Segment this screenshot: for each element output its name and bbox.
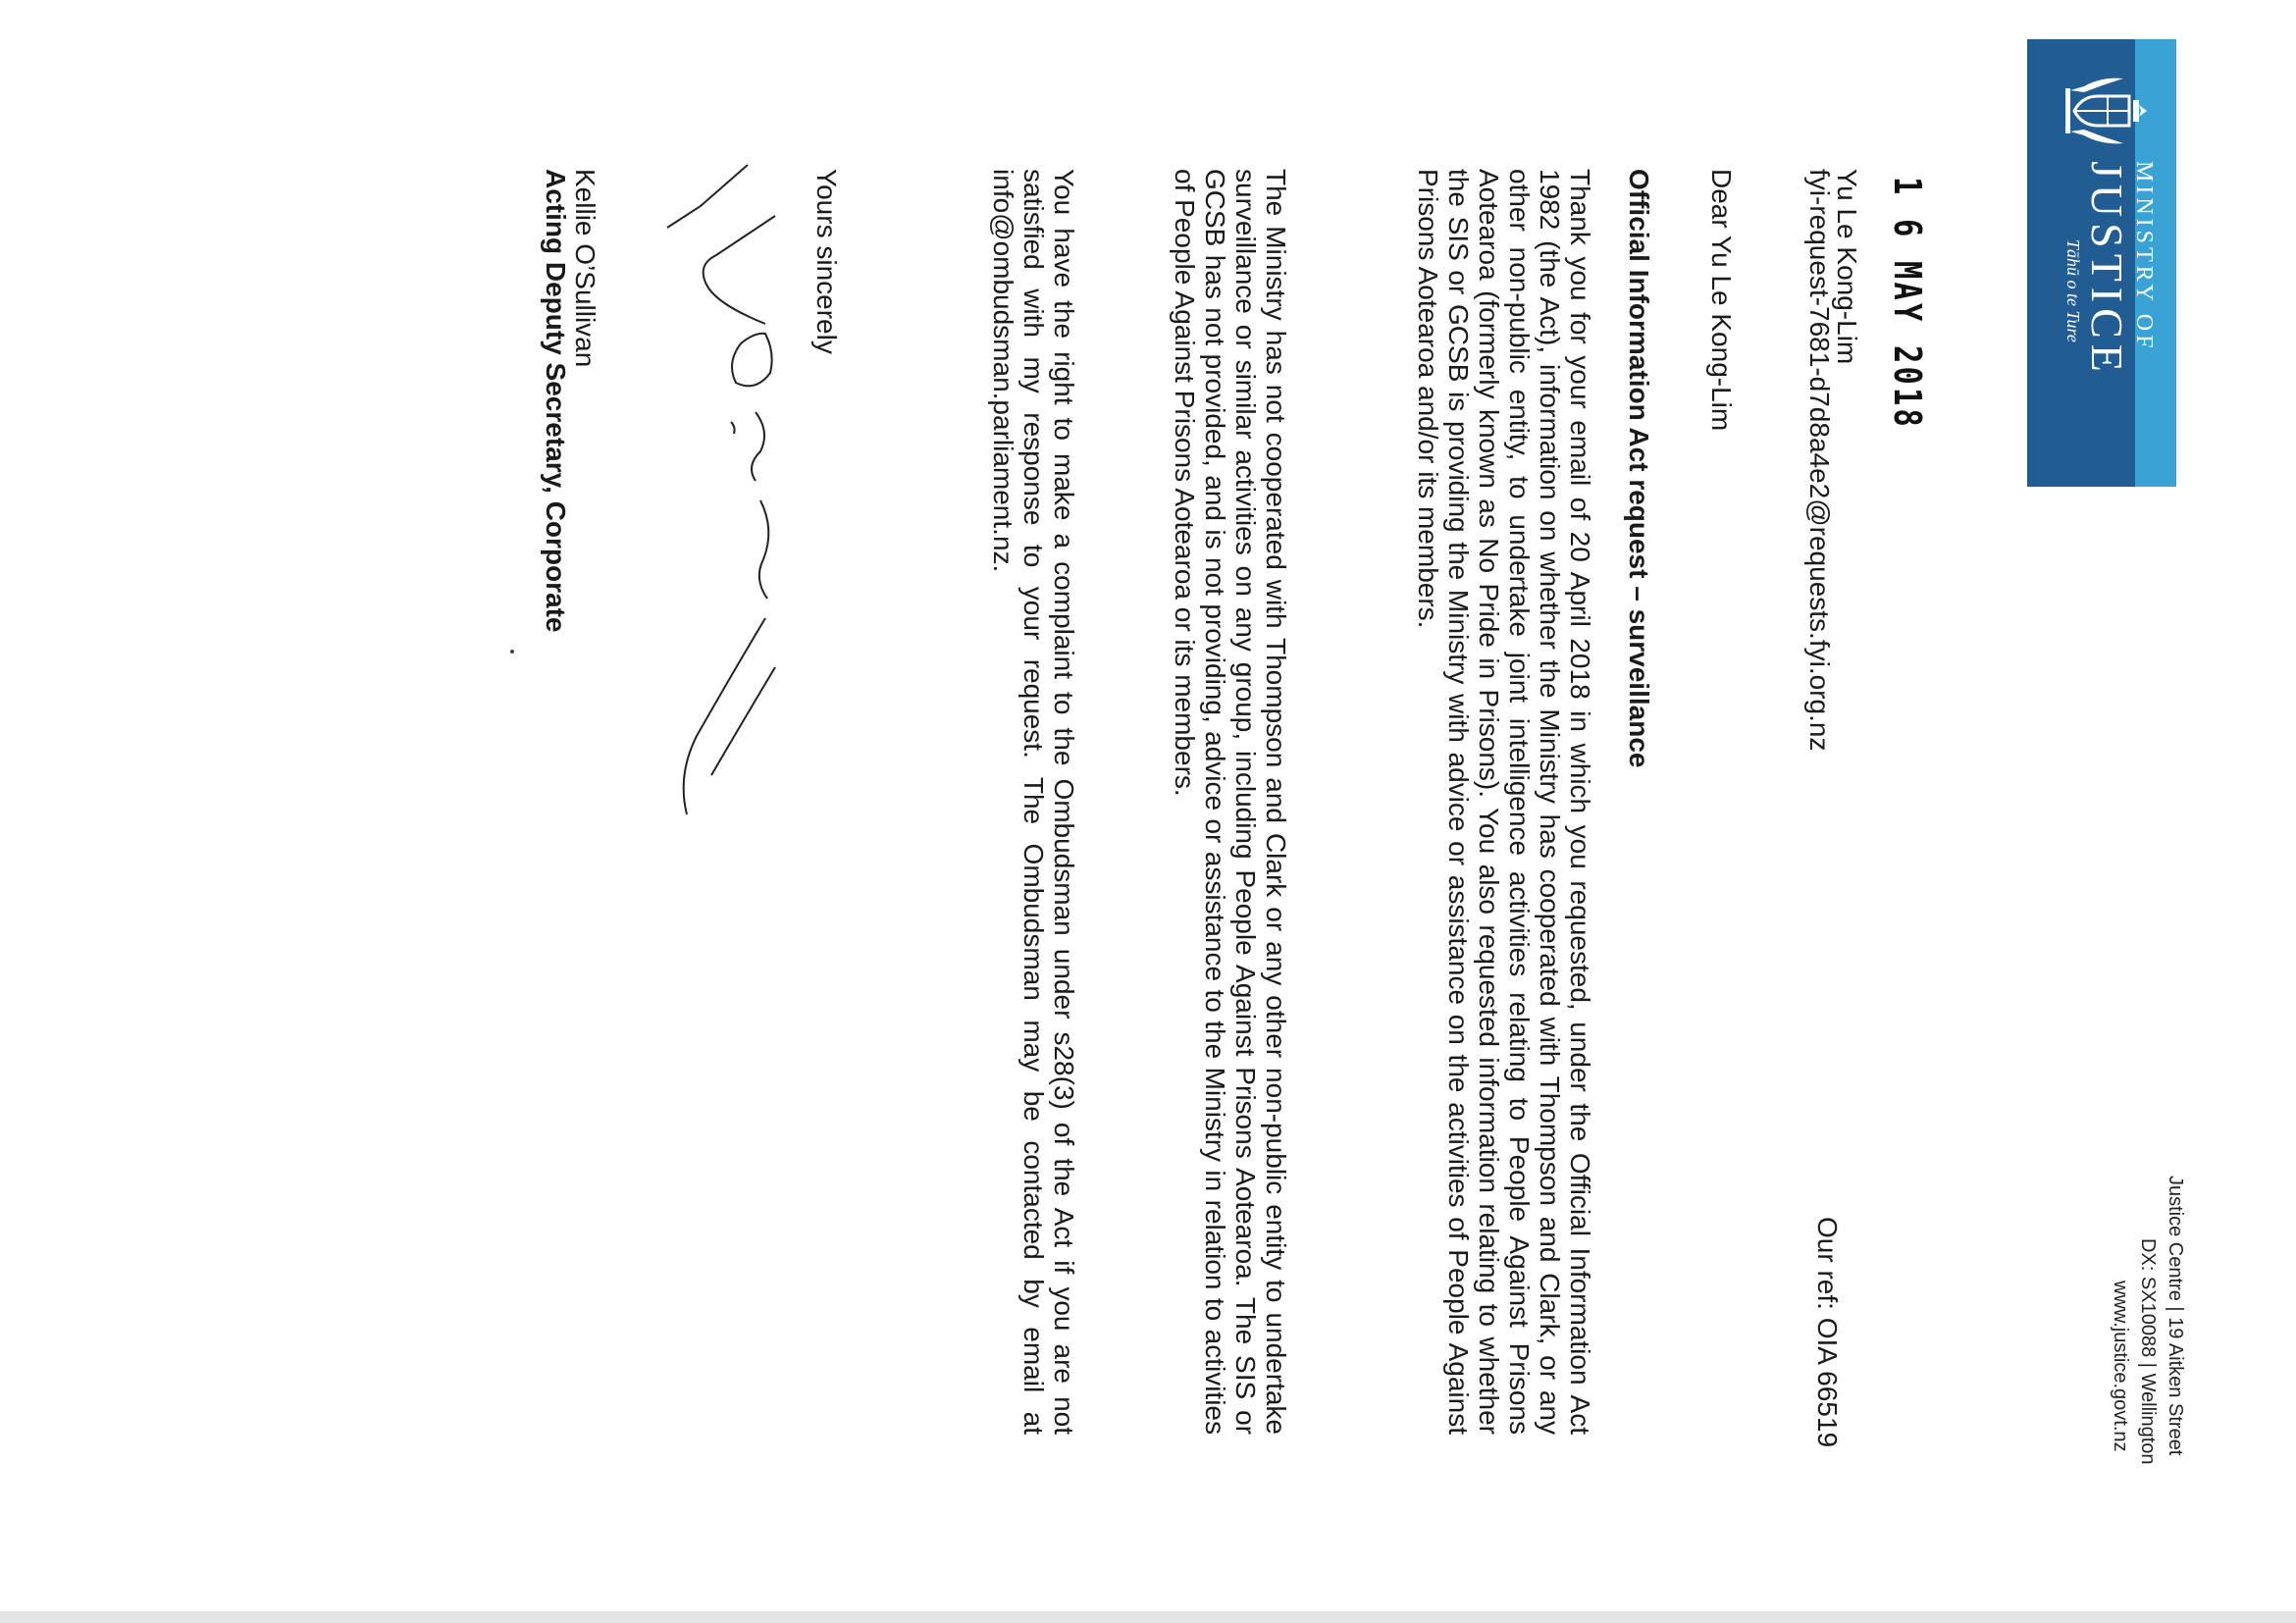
logo-line-ministry: MINISTRY OF: [2131, 161, 2157, 352]
address-dx: DX: SX10088 | Wellington: [2137, 1238, 2159, 1465]
address-street: Justice Centre | 19 Aitken Street: [2165, 1176, 2186, 1456]
logo-wordmark: [2062, 161, 2157, 378]
recipient-email: fyi-request-7681-d7d8a4e2@requests.fyi.org.nz: [1804, 169, 1835, 752]
logo-content: [2029, 63, 2174, 475]
salutation: Dear Yu Le Kong-Lim: [1706, 169, 1737, 432]
address-website: www.justice.govt.nz: [2110, 1281, 2131, 1452]
scan-speck: [510, 650, 514, 654]
ministry-logo: [2027, 39, 2176, 487]
scan-bottom-edge: [0, 1611, 2296, 1623]
recipient-name: Yu Le Kong-Lim: [1832, 169, 1862, 365]
body-paragraph: You have the right to make a complaint to the Ombudsman under s28(3) of the Act if you are not satisfied with my response to your request. The Ombudsman may be contacted by email at info@ombudsman.parliament.nz.: [988, 169, 1079, 1435]
subject-heading: Official Information Act request – surveillance: [1624, 169, 1654, 768]
body-paragraph: Thank you for your email of 20 April 2018 in which you requested, under the Official Information Act 1982 (the Act), information on whether the Ministry has cooperated with Thompson and Clark, or any other non-public entity, to undertake joint intelligence activities relating to People Against Prisons Aotearoa (formerly known as No Pride in Prisons). You also requested information relating to whether the SIS or GCSB is providing the Ministry with advice or assistance on the activities of People Against Prisons Aotearoa and/or its members.: [1413, 169, 1595, 1435]
signatory-title: Acting Deputy Secretary, Corporate: [541, 169, 571, 633]
body-paragraph: The Ministry has not cooperated with Thompson and Clark or any other non-public entity to undertake surveillance or similar activities on any group, including People Against Prisons Aotearoa. The SIS or GCSB has not provided, and is not providing, advice or assistance to the Ministry in relation to activities of People Against Prisons Aotearoa or its members.: [1170, 169, 1291, 1435]
coat-of-arms-icon: [2062, 71, 2153, 151]
signatory-name: Kellie O’Sullivan: [570, 169, 600, 368]
handwritten-signature: [638, 157, 795, 824]
closing: Yours sincerely: [811, 169, 842, 354]
date-stamp: 1 6 MAY 2018: [1886, 177, 1929, 431]
logo-line-maori: Tāhū o te Ture: [2063, 239, 2083, 342]
logo-line-justice: JUSTICE: [2082, 161, 2132, 378]
our-reference: Our ref: OIA 66519: [1812, 1217, 1843, 1448]
